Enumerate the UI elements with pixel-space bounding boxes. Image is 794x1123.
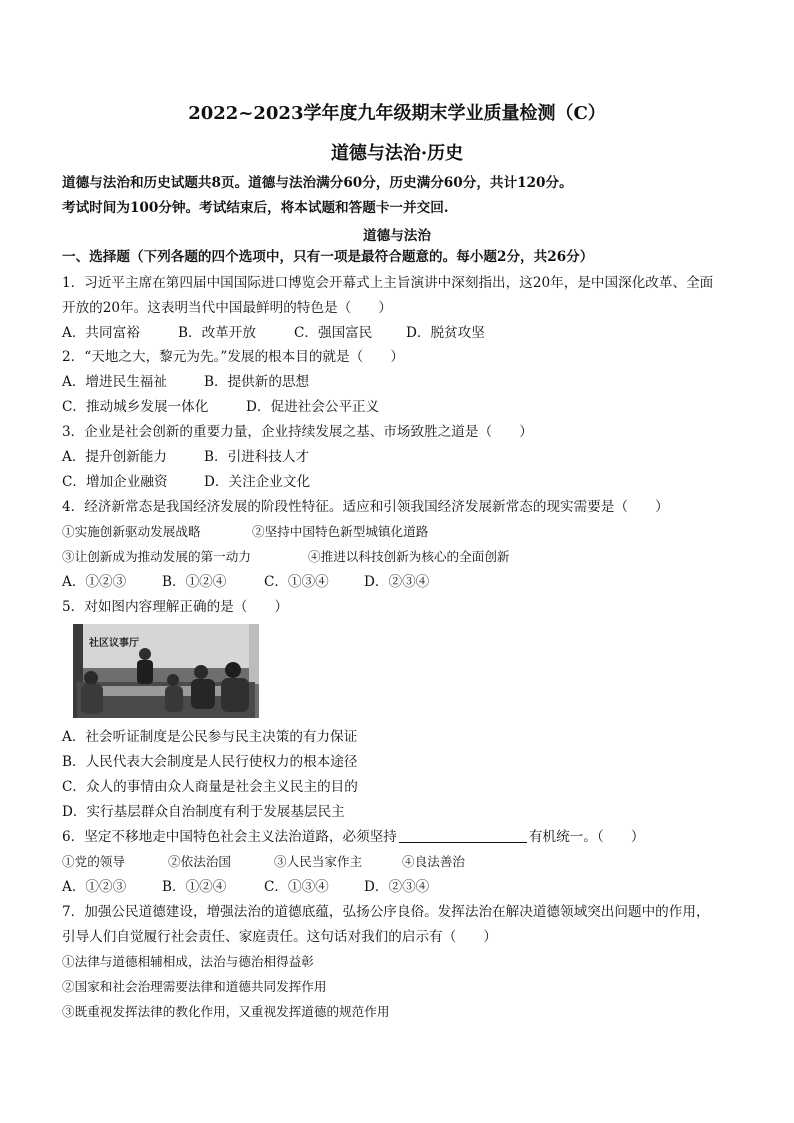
q6-items [62, 853, 465, 871]
q4-option-a[interactable]: A．①②③ [62, 574, 127, 590]
q2-option-a[interactable]: A．增进民生福祉 [62, 374, 167, 390]
q7-item-3: ③既重视发挥法律的教化作用，又重视发挥道德的规范作用 [62, 1004, 390, 1019]
q6-option-c[interactable]: C．①③④ [264, 879, 329, 895]
q4-item-1: ①实施创新驱动发展战略 [62, 524, 201, 539]
section-title: 道德与法治 [363, 228, 431, 244]
q4-options [62, 573, 429, 591]
q3-stem: 3．企业是社会创新的重要力量，企业持续发展之基、市场致胜之道是（ ） [62, 424, 533, 440]
q4-stem: 4．经济新常态是我国经济发展的阶段性特征。适应和引领我国经济发展新常态的现实需要是（ ） [62, 499, 669, 515]
q6-stem-before: 6．坚定不移地走中国特色社会主义法治道路，必须坚持 [62, 829, 397, 845]
q1-options [62, 324, 485, 342]
q6-item-2: ②依法治国 [168, 854, 231, 869]
q7-item-2: ②国家和社会治理需要法律和道德共同发挥作用 [62, 979, 327, 994]
q6-answer-blank[interactable] [399, 828, 527, 843]
q1-option-a[interactable]: A．共同富裕 [62, 325, 140, 341]
q2-options-row1 [62, 373, 309, 391]
q1-option-c[interactable]: C．强国富民 [294, 325, 373, 341]
q5-option-b[interactable]: B．人民代表大会制度是人民行使权力的根本途径 [62, 754, 358, 770]
q1-option-b[interactable]: B．改革开放 [178, 325, 256, 341]
q3-option-c[interactable]: C．增加企业融资 [62, 474, 168, 490]
q7-stem-line2: 引导人们自觉履行社会责任、家庭责任。这句话对我们的启示有（ ） [62, 929, 497, 945]
q5-stem: 5．对如图内容理解正确的是（ ） [62, 599, 289, 615]
q6-stem-after: 有机统一。（ ） [528, 829, 645, 845]
instruction-line-1: 道德与法治和历史试题共8页。道德与法治满分60分，历史满分60分，共计120分。 [62, 175, 573, 191]
q4-option-d[interactable]: D．②③④ [364, 574, 430, 590]
q2-stem: 2．“天地之大，黎元为先。”发展的根本目的就是（ ） [62, 349, 404, 365]
q6-item-4: ④良法善治 [402, 854, 465, 869]
q3-option-b[interactable]: B．引进科技人才 [204, 449, 310, 465]
part-one-heading: 一、选择题（下列各题的四个选项中，只有一项是最符合题意的。每小题2分，共26分） [62, 249, 594, 265]
q6-options [62, 878, 429, 896]
q6-option-b[interactable]: B．①②④ [162, 879, 227, 895]
q6-option-d[interactable]: D．②③④ [364, 879, 430, 895]
q4-item-2: ②坚持中国特色新型城镇化道路 [252, 524, 429, 539]
q6-item-3: ③人民当家作主 [274, 854, 363, 869]
exam-title: 2022~2023学年度九年级期末学业质量检测（C） [188, 103, 606, 124]
photo-sign-text: 社区议事厅 [89, 638, 139, 649]
q7-stem-line1: 7．加强公民道德建设，增强法治的道德底蕴，弘扬公序良俗。发挥法治在解决道德领域突出问题中的作用， [62, 904, 710, 920]
q2-option-c[interactable]: C．推动城乡发展一体化 [62, 399, 209, 415]
q4-item-3: ③让创新成为推动发展的第一动力 [62, 549, 251, 564]
q4-option-c[interactable]: C．①③④ [264, 574, 329, 590]
q1-stem-line1: 1．习近平主席在第四届中国国际进口博览会开幕式上主旨演讲中深刻指出，这20年，是中国深化改革、全面 [62, 275, 714, 291]
q2-option-b[interactable]: B．提供新的思想 [204, 374, 310, 390]
q7-item-1: ①法律与道德相辅相成，法治与德治相得益彰 [62, 954, 314, 969]
q4-items-row1 [62, 523, 428, 541]
q2-option-d[interactable]: D．促进社会公平正义 [246, 399, 380, 415]
q3-option-a[interactable]: A．提升创新能力 [62, 449, 167, 465]
q6-option-a[interactable]: A．①②③ [62, 879, 127, 895]
q6-stem [62, 828, 644, 846]
q4-option-b[interactable]: B．①②④ [162, 574, 227, 590]
q4-items-row2 [62, 548, 510, 566]
q5-option-d[interactable]: D．实行基层群众自治制度有利于发展基层民主 [62, 804, 345, 820]
q3-option-d[interactable]: D．关注企业文化 [204, 474, 311, 490]
q1-option-d[interactable]: D．脱贫攻坚 [406, 325, 485, 341]
q5-option-a[interactable]: A．社会听证制度是公民参与民主决策的有力保证 [62, 729, 358, 745]
q3-options-row1 [62, 448, 309, 466]
q1-stem-line2: 开放的20年。这表明当代中国最鲜明的特色是（ ） [62, 300, 392, 316]
q5-option-c[interactable]: C．众人的事情由众人商量是社会主义民主的目的 [62, 779, 358, 795]
q2-options-row2 [62, 398, 379, 416]
instruction-line-2: 考试时间为100分钟。考试结束后，将本试题和答题卡一并交回. [62, 200, 449, 216]
exam-subtitle: 道德与法治·历史 [330, 143, 464, 164]
community-meeting-photo [73, 624, 259, 718]
q6-item-1: ①党的领导 [62, 854, 125, 869]
q3-options-row2 [62, 473, 310, 491]
q4-item-4: ④推进以科技创新为核心的全面创新 [308, 549, 510, 564]
